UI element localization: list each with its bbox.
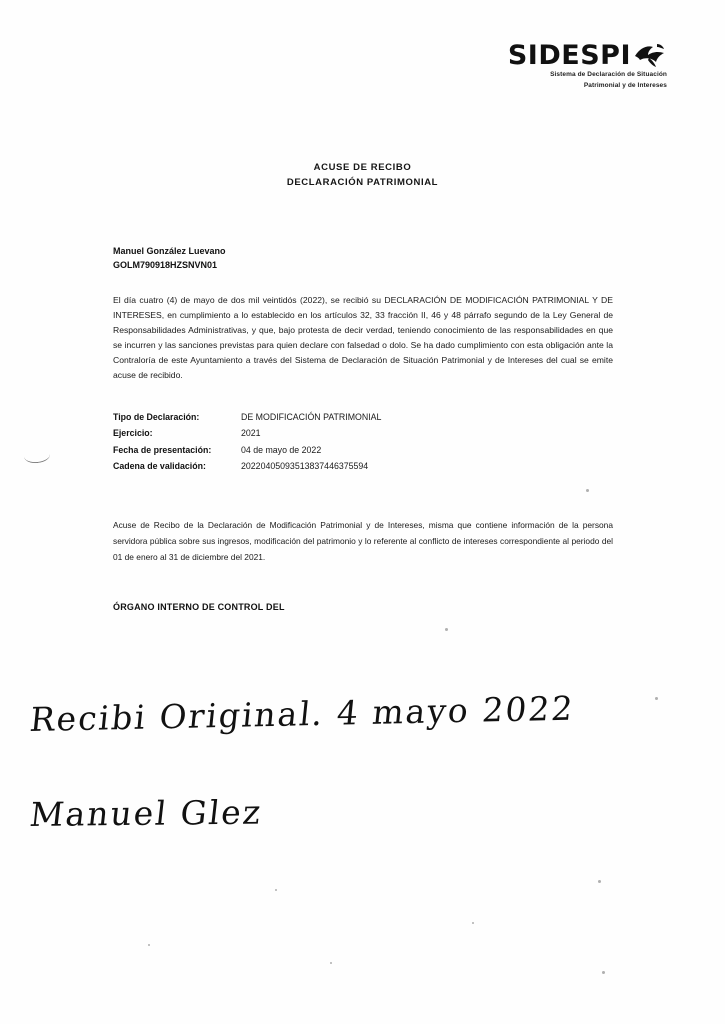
- logo-wordmark: SIDESPI: [507, 40, 631, 71]
- declarant-curp: GOLM790918HZSNVN01: [113, 259, 218, 270]
- scan-speck: [586, 489, 589, 492]
- field-value-fecha: 04 de mayo de 2022: [241, 444, 322, 455]
- field-row: [113, 442, 613, 458]
- field-label-tipo: Tipo de Declaración:: [113, 412, 200, 423]
- scan-speck: [598, 880, 601, 883]
- declaration-fields: [113, 409, 613, 474]
- scan-artifact-mark: [23, 447, 50, 465]
- logo-wordmark-row: [407, 42, 667, 69]
- field-row: [113, 425, 613, 441]
- eagle-emblem-icon: [633, 42, 667, 68]
- scan-speck: [148, 944, 150, 946]
- handwritten-annotation: [27, 688, 690, 835]
- logo-subtitle-line-1: Sistema de Declaración de Situación: [550, 71, 667, 78]
- main-paragraph: El día cuatro (4) de mayo de dos mil veintidós (2022), se recibió su DECLARACIÓN DE MODIFICACIÓN PATRIMONIAL Y DE INTERESES, en cumplimiento a lo establecido en los artículos 32, 33 fracción II, 46 y 48 párrafo segundo de la Ley General de Responsabilidades Administrativas, y que, bajo protesta de decir verdad, teniendo conocimiento de las responsabilidades en que se incurren y las sanciones previstas para quien declare con falsedad o dolo. Se ha dado cumplimiento con esta obligación ante la Contraloría de este Ayuntamiento a través del Sistema de Declaración de Situación Patrimonial y de Intereses del cual se emite acuse de recibido.: [113, 294, 613, 381]
- logo-subtitle-line-2: Patrimonial y de Intereses: [583, 81, 667, 89]
- scan-speck: [655, 697, 658, 700]
- field-value-cadena: 20220405093513837446375594: [241, 460, 369, 471]
- field-value-tipo: DE MODIFICACIÓN PATRIMONIAL: [241, 412, 382, 423]
- organization-line: ÓRGANO INTERNO DE CONTROL DEL: [113, 602, 285, 613]
- field-label-cadena: Cadena de validación:: [113, 460, 206, 471]
- acuse-note: Acuse de Recibo de la Declaración de Modificación Patrimonial y de Intereses, misma que contiene información de la persona servidora pública sobre sus ingresos, modificación del patrimonio y lo referente al conflicto de intereses correspondiente al periodo del 01 de enero al 31 de diciembre del 2021.: [113, 520, 613, 563]
- field-row: [113, 458, 613, 474]
- field-value-ejercicio: 2021: [241, 428, 261, 439]
- field-row: [113, 409, 613, 425]
- scan-speck: [472, 922, 474, 924]
- page-title-line-2: DECLARACIÓN PATRIMONIAL: [286, 177, 439, 189]
- page-title-line-1: ACUSE DE RECIBO: [313, 162, 412, 173]
- scan-speck: [445, 628, 448, 631]
- scan-speck: [330, 962, 332, 964]
- field-label-ejercicio: Ejercicio:: [113, 428, 153, 439]
- handwritten-receipt-note: Recibi Original. 4 mayo 2022: [28, 688, 577, 740]
- document-content: [113, 245, 613, 612]
- page-title: [0, 160, 725, 190]
- sidespi-logo: [407, 42, 667, 91]
- handwritten-signature: Manuel Glez: [27, 792, 265, 835]
- field-label-fecha: Fecha de presentación:: [113, 444, 212, 455]
- declarant-name: Manuel González Luevano: [113, 246, 226, 256]
- scan-speck: [602, 971, 605, 974]
- scan-speck: [275, 889, 277, 891]
